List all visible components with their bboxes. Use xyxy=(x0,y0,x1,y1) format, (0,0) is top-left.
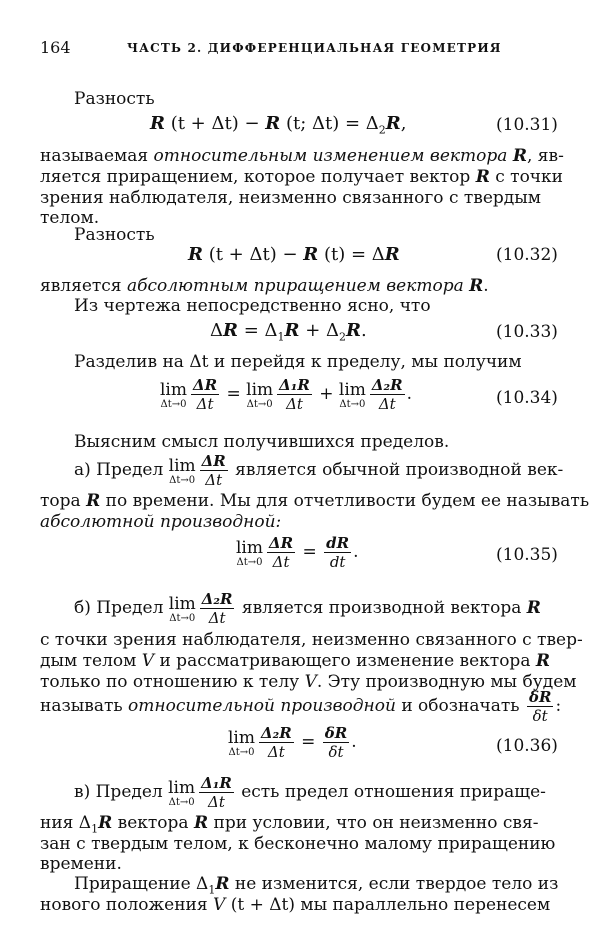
fraction xyxy=(200,452,228,489)
text-span: в) Предел xyxy=(74,782,169,802)
fraction-denominator: Δt xyxy=(378,395,396,413)
lim-text: lim xyxy=(338,379,366,400)
lim-subscript: Δt→0 xyxy=(246,398,273,410)
fraction-numerator: ΔR xyxy=(201,452,226,470)
limit-operator xyxy=(168,778,195,808)
vector-symbol: R xyxy=(86,491,101,511)
italic-text: относительным изменением вектора xyxy=(153,146,513,166)
fraction-denominator: Δt xyxy=(272,553,290,571)
fraction-numerator: δR xyxy=(324,724,348,742)
eq-text: = xyxy=(302,542,317,562)
equation-10-32 xyxy=(188,244,400,265)
paragraph-line xyxy=(74,590,541,627)
limit-operator xyxy=(246,380,273,410)
lim-subscript: Δt→0 xyxy=(228,746,255,758)
lim-text: lim xyxy=(228,727,255,748)
eq-text: (t; Δt) = Δ xyxy=(280,113,379,134)
limit-operator xyxy=(228,728,255,758)
eq-text: . xyxy=(360,320,367,341)
eq-subscript: 1 xyxy=(277,330,285,344)
text-span: тора xyxy=(40,491,87,511)
fraction xyxy=(370,376,405,413)
eq-text: . xyxy=(353,542,359,562)
eq-subscript: 2 xyxy=(339,330,346,344)
eq-symbol: R xyxy=(385,113,401,134)
eq-symbol: R xyxy=(303,244,319,265)
lim-subscript: Δt→0 xyxy=(168,796,195,808)
eq-text: = xyxy=(301,732,316,752)
fraction-denominator: dt xyxy=(329,553,346,571)
equation-number: (10.31) xyxy=(496,115,558,135)
text-span: не изменится, если твердое тело из xyxy=(229,874,559,894)
text-span: б) Предел xyxy=(74,598,169,618)
italic-text: абсолютным приращением вектора xyxy=(126,276,470,296)
fraction-denominator: Δt xyxy=(196,395,214,413)
paragraph-text: Разность xyxy=(74,225,155,245)
paragraph-line xyxy=(40,813,538,835)
fraction-numerator: dR xyxy=(326,534,350,552)
text-span: есть предел отношения прираще- xyxy=(235,782,546,802)
lim-subscript: Δt→0 xyxy=(169,612,196,624)
paragraph-line: зан с твердым телом, к бесконечно малому приращению xyxy=(40,834,556,854)
lim-text: lim xyxy=(160,379,187,400)
lim-subscript: Δt→0 xyxy=(339,398,366,410)
equation-number: (10.32) xyxy=(496,245,558,265)
text-span: : xyxy=(555,696,562,716)
paragraph-line: времени. xyxy=(40,854,122,874)
fraction xyxy=(259,724,294,761)
eq-text: (t + Δt) − xyxy=(164,113,266,134)
text-span: и рассматривающего изменение вектора xyxy=(154,651,536,671)
text-span: . xyxy=(483,276,489,296)
text-span: , яв- xyxy=(526,146,564,166)
text-span: . Эту производную мы будем xyxy=(316,672,577,692)
vector-symbol: R xyxy=(193,813,209,833)
eq-symbol: R xyxy=(265,113,281,134)
italic-text: V xyxy=(141,651,155,671)
subscript: 1 xyxy=(208,883,216,897)
limit-operator xyxy=(169,594,196,624)
lim-text: lim xyxy=(168,593,196,614)
text-span: называть xyxy=(40,696,129,716)
lim-subscript: Δt→0 xyxy=(160,398,187,410)
paragraph-line: абсолютной производной: xyxy=(40,512,282,532)
eq-text: (t) = Δ xyxy=(318,244,385,265)
running-title: ЧАСТЬ 2. ДИФФЕРЕНЦИАЛЬНАЯ ГЕОМЕТРИЯ xyxy=(127,41,502,55)
equation-number: (10.33) xyxy=(496,322,558,342)
fraction xyxy=(277,376,312,413)
page-number: 164 xyxy=(40,38,71,57)
fraction xyxy=(200,590,235,627)
paragraph-line xyxy=(40,491,589,511)
paragraph-line xyxy=(40,651,550,671)
eq-text: = xyxy=(226,384,241,404)
paragraph-line xyxy=(40,276,489,296)
fraction-numerator: Δ₂R xyxy=(201,590,233,608)
equation-number: (10.34) xyxy=(496,388,558,408)
equation-10-35 xyxy=(236,534,359,571)
limit-operator xyxy=(160,380,187,410)
vector-symbol: R xyxy=(475,167,490,187)
fraction xyxy=(323,724,349,761)
fraction-numerator: Δ₁R xyxy=(279,376,310,394)
eq-text: (t + Δt) − xyxy=(202,244,304,265)
vector-symbol: R xyxy=(535,651,550,671)
fraction-denominator: Δt xyxy=(267,743,285,761)
paragraph-line xyxy=(74,452,563,489)
eq-subscript: 2 xyxy=(378,123,386,137)
text-span: а) Предел xyxy=(74,460,169,480)
eq-text: . xyxy=(406,384,413,404)
fraction-numerator: ΔR xyxy=(193,376,218,394)
lim-text: lim xyxy=(246,379,274,400)
paragraph-line: Разделив на Δt и перейдя к пределу, мы получим xyxy=(74,352,522,372)
text-span: дым телом xyxy=(40,651,142,671)
text-span: является xyxy=(40,276,127,296)
paragraph-text: Разность xyxy=(74,89,155,109)
eq-text: Δ xyxy=(210,320,223,341)
lim-text: lim xyxy=(168,455,196,476)
fraction-denominator: Δt xyxy=(286,395,303,413)
equation-10-34 xyxy=(160,376,412,413)
text-span: только по отношению к телу xyxy=(40,672,305,692)
limit-operator xyxy=(236,538,263,568)
limit-operator xyxy=(169,456,196,486)
eq-text: + Δ xyxy=(299,320,339,341)
lim-text: lim xyxy=(236,537,263,558)
eq-symbol: R xyxy=(150,113,165,134)
eq-text: , xyxy=(400,113,407,134)
eq-symbol: R xyxy=(223,320,238,341)
eq-symbol: R xyxy=(284,320,300,341)
paragraph-line: телом. xyxy=(40,208,100,228)
fraction-denominator: Δt xyxy=(208,609,226,627)
fraction xyxy=(324,534,351,571)
paragraph-line: зрения наблюдателя, неизменно связанного с твердым xyxy=(40,188,542,208)
fraction xyxy=(267,534,295,571)
text-span: (t + Δt) мы параллельно перенесем xyxy=(225,895,551,915)
eq-symbol: R xyxy=(188,244,203,265)
fraction-denominator: δt xyxy=(328,743,344,761)
text-span: является производной вектора xyxy=(236,598,527,618)
eq-symbol: R xyxy=(384,244,400,265)
vector-symbol: R xyxy=(512,146,527,166)
text-span: называемая xyxy=(40,146,154,166)
lim-subscript: Δt→0 xyxy=(236,556,263,568)
fraction xyxy=(191,376,219,413)
fraction-numerator: Δ₁R xyxy=(201,774,232,792)
text-span: при условии, что он неизменно свя- xyxy=(208,813,539,833)
paragraph-line xyxy=(40,688,561,725)
text-span: является обычной производной век- xyxy=(229,460,564,480)
italic-text: относительной производной xyxy=(128,696,396,716)
text-span: Приращение Δ xyxy=(74,874,209,894)
eq-text: . xyxy=(351,732,357,752)
text-span: нового положения xyxy=(40,895,214,915)
lim-subscript: Δt→0 xyxy=(169,474,196,486)
lim-text: lim xyxy=(168,777,196,798)
vector-symbol: R xyxy=(215,874,230,894)
text-span: ния Δ xyxy=(40,813,92,833)
equation-10-33 xyxy=(210,320,367,344)
paragraph-line xyxy=(74,874,558,896)
eq-text: = Δ xyxy=(237,320,278,341)
fraction-numerator: ΔR xyxy=(269,534,294,552)
fraction-numerator: Δ₂R xyxy=(261,724,292,742)
paragraph-line: Выясним смысл получившихся пределов. xyxy=(74,432,450,452)
text-span: с точки xyxy=(489,167,564,187)
fraction-denominator: Δt xyxy=(205,471,223,489)
fraction xyxy=(527,688,553,725)
equation-number: (10.36) xyxy=(496,736,558,756)
paragraph-line xyxy=(74,774,546,811)
fraction-numerator: δR xyxy=(528,688,552,706)
paragraph-line xyxy=(40,146,562,166)
eq-symbol: R xyxy=(346,320,361,341)
equation-10-31 xyxy=(150,113,406,137)
paragraph-line xyxy=(40,895,550,915)
fraction xyxy=(199,774,234,811)
eq-text: + xyxy=(319,384,334,404)
fraction-numerator: Δ₂R xyxy=(371,376,403,394)
italic-text: V xyxy=(213,895,226,915)
text-span: вектора xyxy=(112,813,194,833)
limit-operator xyxy=(339,380,366,410)
text-span: по времени. Мы для отчетливости будем ее называть xyxy=(100,491,590,511)
text-span: ляется приращением, которое получает вектор xyxy=(40,167,476,187)
vector-symbol: R xyxy=(469,276,484,296)
italic-text: V xyxy=(304,672,317,692)
paragraph-line: с точки зрения наблюдателя, неизменно связанного с твер- xyxy=(40,630,583,650)
vector-symbol: R xyxy=(526,598,541,618)
equation-number: (10.35) xyxy=(496,545,558,565)
vector-symbol: R xyxy=(98,813,113,833)
equation-10-36 xyxy=(228,724,357,761)
paragraph-line xyxy=(40,167,563,187)
fraction-denominator: Δt xyxy=(208,793,225,811)
paragraph-line: Из чертежа непосредственно ясно, что xyxy=(74,296,431,316)
subscript: 1 xyxy=(91,822,99,836)
fraction-denominator: δt xyxy=(532,707,548,725)
text-span: и обозначать xyxy=(395,696,525,716)
